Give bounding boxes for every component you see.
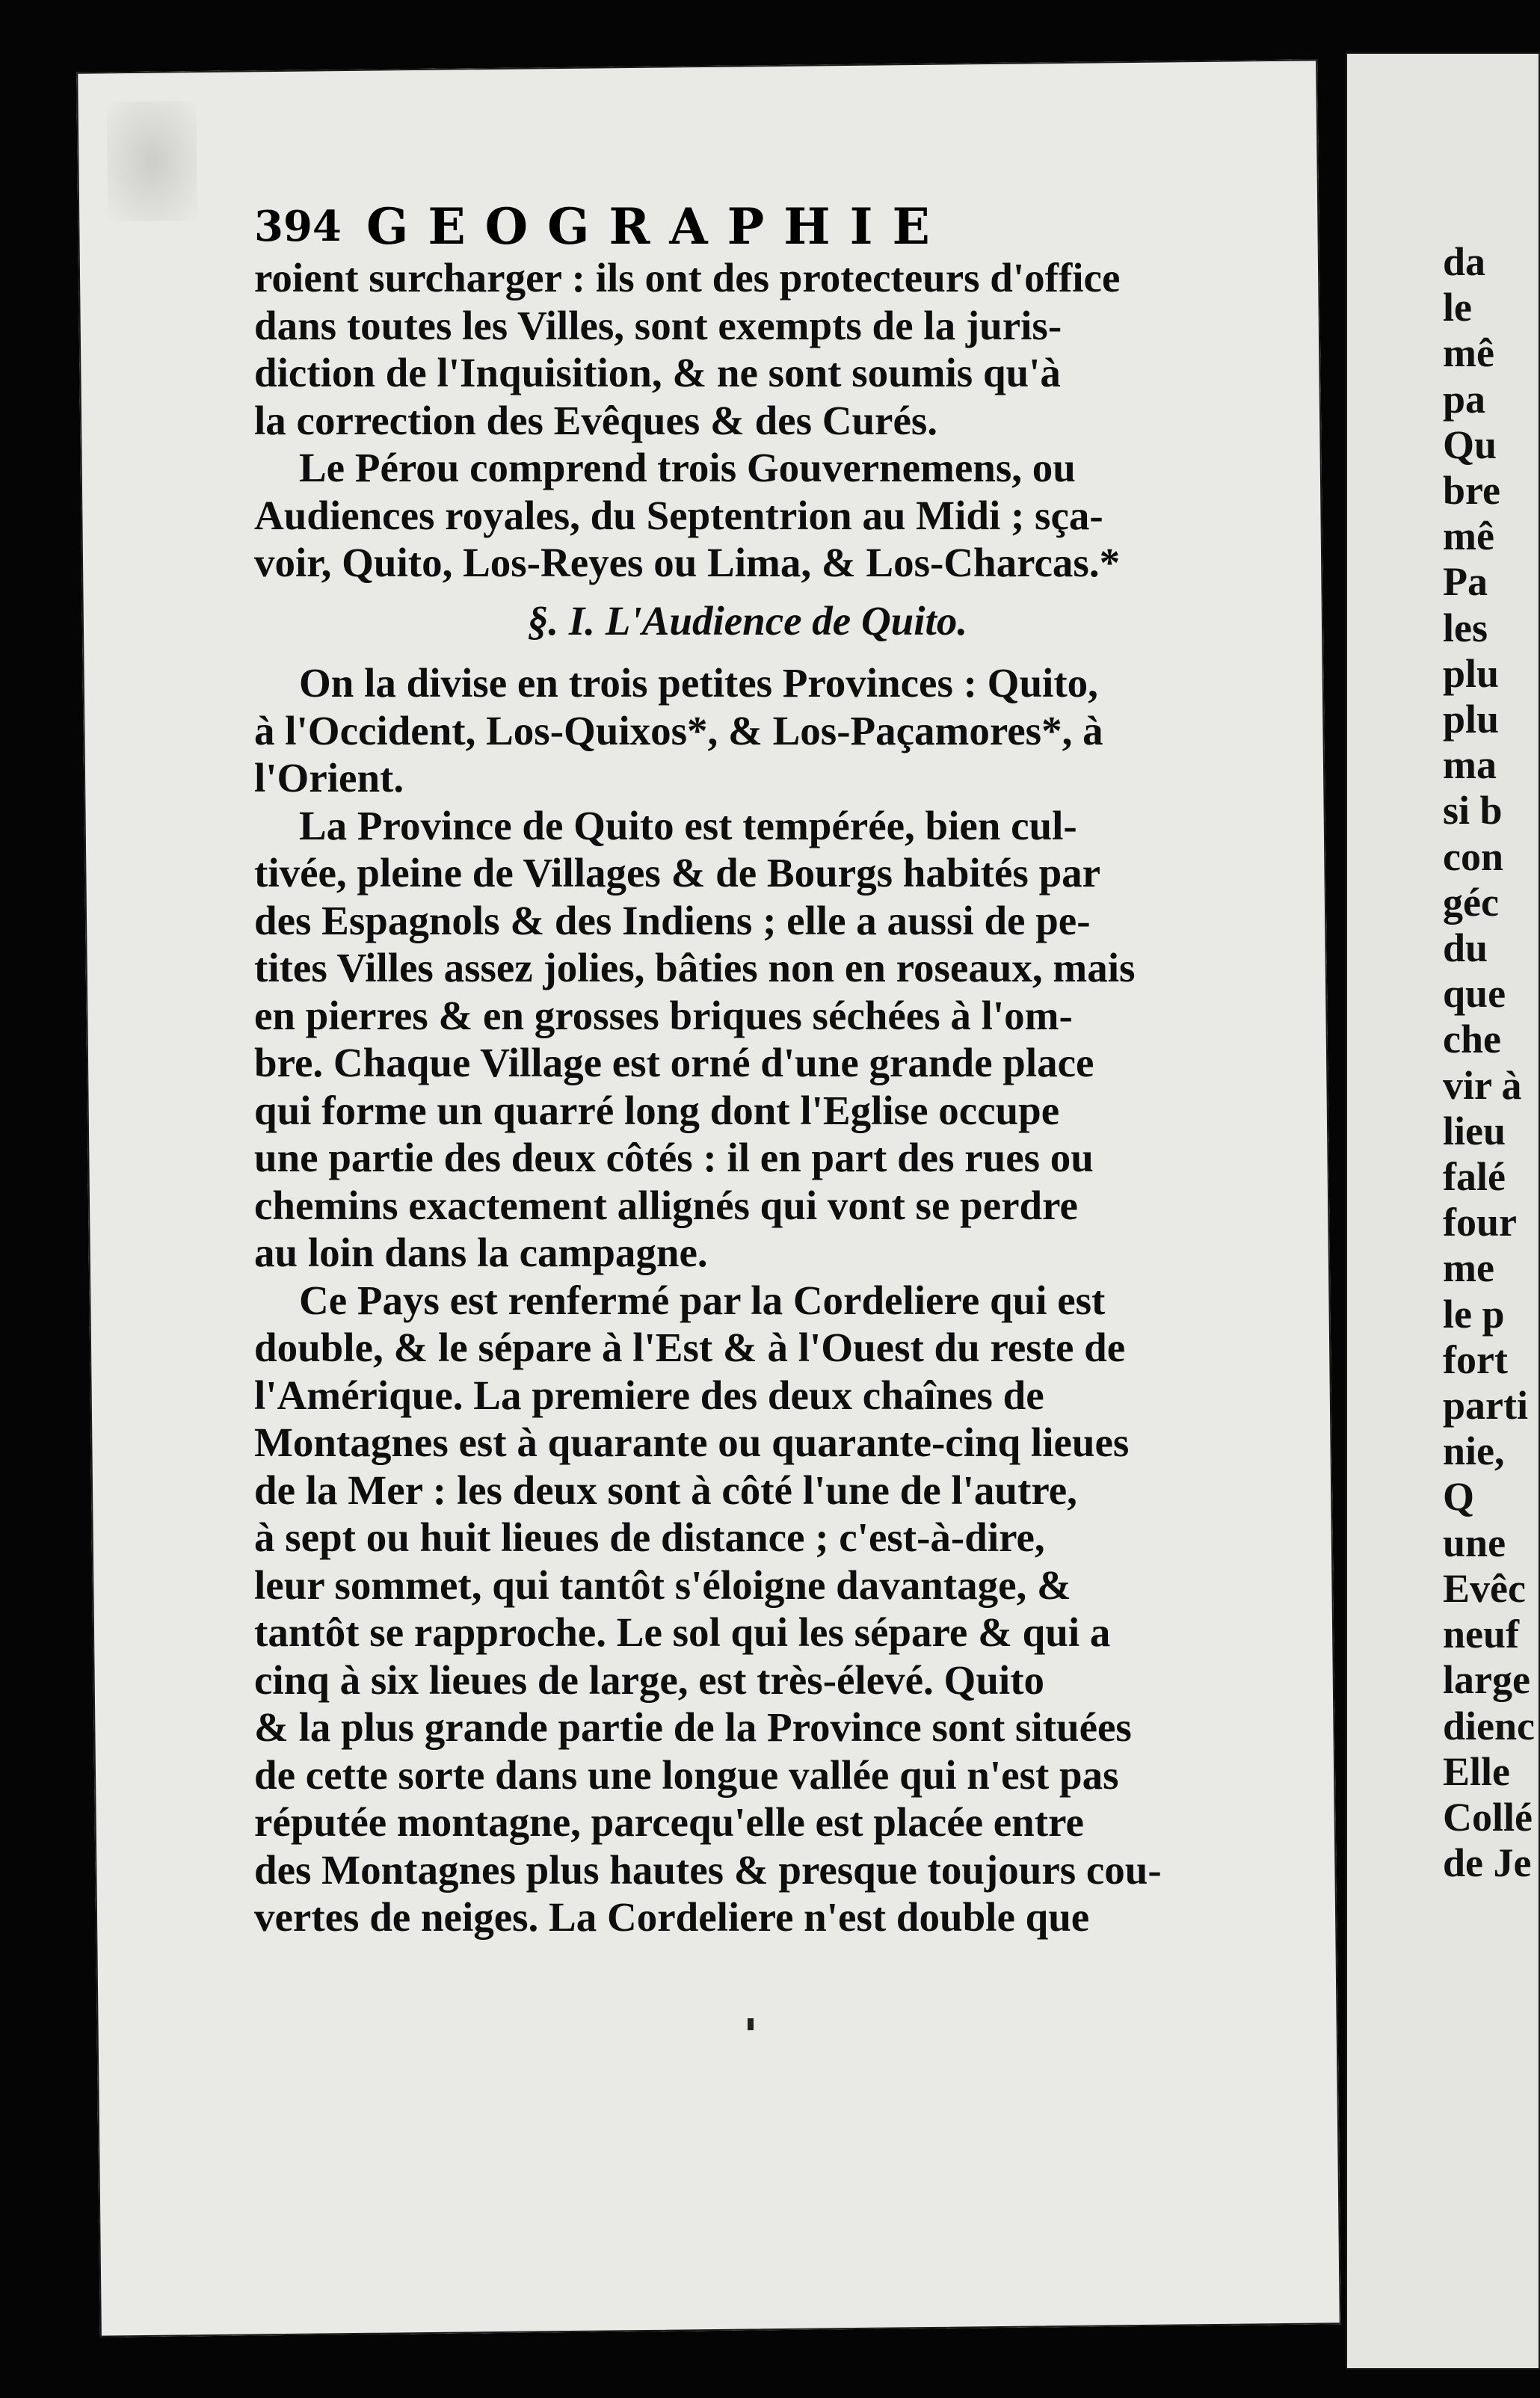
facing-page-fragment: le xyxy=(1443,285,1472,330)
facing-page-fragment: neuf xyxy=(1443,1612,1520,1657)
facing-page-fragment: bre xyxy=(1443,468,1500,514)
text-line: On la divise en trois petites Provinces : Quito, xyxy=(299,660,1098,706)
text-line: leur sommet, qui tantôt s'éloigne davantage, & xyxy=(254,1562,1071,1608)
text-line: voir, Quito, Los-Reyes ou Lima, & Los-Charcas.* xyxy=(254,540,1121,585)
text-line: tites Villes assez jolies, bâties non en roseaux, mais xyxy=(254,945,1136,990)
text-line: vertes de neiges. La Cordeliere n'est double que xyxy=(254,1894,1090,1940)
text-line: des Montagnes plus hautes & presque toujours cou- xyxy=(254,1846,1162,1893)
facing-page-fragment: du xyxy=(1443,925,1488,971)
text-line: une partie des deux côtés : il en part des rues ou xyxy=(254,1135,1094,1180)
page-body-text xyxy=(254,254,1241,1941)
facing-page-fragment: Qu xyxy=(1443,422,1497,467)
text-line: au loin dans la campagne. xyxy=(254,1230,708,1275)
facing-page-fragment: falé xyxy=(1443,1154,1506,1200)
text-line: des Espagnols & des Indiens ; elle a aussi de pe- xyxy=(254,897,1091,943)
facing-page-fragment: de Je xyxy=(1443,1840,1532,1886)
paper-stain xyxy=(107,101,198,221)
facing-page-fragment: le p xyxy=(1443,1291,1505,1337)
facing-page-fragment: parti xyxy=(1443,1383,1528,1428)
facing-page-fragment: con xyxy=(1443,833,1503,879)
text-line: Audiences royales, du Septentrion au Midi ; sça- xyxy=(254,492,1103,538)
facing-page-fragment: fort xyxy=(1443,1337,1508,1382)
facing-page-fragment: plu xyxy=(1443,650,1500,696)
facing-page-fragment: four xyxy=(1443,1200,1517,1245)
text-line: de la Mer : les deux sont à côté l'une de l'autre, xyxy=(254,1467,1077,1513)
facing-page-fragment: me xyxy=(1443,1245,1494,1291)
facing-page-fragment: si b xyxy=(1443,788,1503,833)
facing-page-fragment: vir à xyxy=(1443,1062,1522,1108)
text-line: & la plus grande partie de la Province sont situées xyxy=(254,1704,1132,1750)
facing-page-fragment: mê xyxy=(1443,330,1494,376)
facing-page-fragment: da xyxy=(1443,239,1486,284)
text-line: chemins exactement allignés qui vont se perdre xyxy=(254,1182,1078,1228)
text-line: Le Pérou comprend trois Gouvernemens, ou xyxy=(299,445,1076,490)
facing-page-fragment: Evêc xyxy=(1443,1565,1526,1611)
text-line: de cette sorte dans une longue vallée qui n'est pas xyxy=(254,1751,1119,1798)
facing-page-fragment: que xyxy=(1443,971,1506,1017)
text-line: cinq à six lieues de large, est très-élevé. Quito xyxy=(254,1656,1045,1703)
text-line: dans toutes les Villes, sont exempts de la juris- xyxy=(254,302,1062,348)
text-line: tantôt se rapproche. Le sol qui les sépare & qui a xyxy=(254,1609,1111,1655)
facing-page-fragment: plu xyxy=(1443,697,1500,742)
text-line: diction de l'Inquisition, & ne sont soumis qu'à xyxy=(254,350,1061,395)
page-header xyxy=(254,197,1271,256)
text-line: La Province de Quito est tempérée, bien cul- xyxy=(299,802,1077,848)
text-line: à sept ou huit lieues de distance ; c'est-à-dire, xyxy=(254,1514,1045,1560)
facing-page-fragment: Pa xyxy=(1443,559,1488,605)
text-line: Montagnes est à quarante ou quarante-cinq lieues xyxy=(254,1420,1130,1465)
text-line: bre. Chaque Village est orné d'une grande place xyxy=(254,1040,1094,1085)
text-line: roient surcharger : ils ont des protecteurs d'office xyxy=(254,255,1121,300)
facing-page-fragment: mê xyxy=(1443,514,1494,559)
text-line: tivée, pleine de Villages & de Bourgs habités par xyxy=(254,850,1101,896)
facing-page-fragment: une xyxy=(1443,1520,1506,1565)
text-line: l'Amérique. La premiere des deux chaînes de xyxy=(254,1372,1044,1418)
facing-page-fragment: lieu xyxy=(1443,1108,1506,1153)
facing-page-fragment: géc xyxy=(1443,879,1499,925)
ink-speck xyxy=(748,2018,754,2030)
paragraph-group-1 xyxy=(254,254,1241,587)
facing-page-fragment: che xyxy=(1443,1017,1501,1062)
facing-page-fragment: large xyxy=(1443,1657,1530,1703)
text-line: double, & le sépare à l'Est & à l'Ouest du reste de xyxy=(254,1325,1126,1370)
facing-page-text xyxy=(1443,239,1536,1886)
text-line: réputée montagne, parcequ'elle est placée entre xyxy=(254,1799,1084,1845)
facing-page-fragment: dienc xyxy=(1443,1703,1536,1748)
facing-page-fragment: nie, xyxy=(1443,1428,1505,1474)
facing-page-fragment: Collé xyxy=(1443,1794,1533,1840)
text-line: l'Orient. xyxy=(254,755,404,801)
paragraph-group-2 xyxy=(254,659,1241,1941)
facing-page-fragment: les xyxy=(1443,605,1488,650)
text-line: à l'Occident, Los-Quixos*, & Los-Paçamores*, à xyxy=(254,707,1103,753)
facing-page-fragment: Q xyxy=(1443,1474,1475,1520)
text-line: qui forme un quarré long dont l'Eglise occupe xyxy=(254,1087,1060,1133)
facing-page-fragment: ma xyxy=(1443,742,1497,788)
section-title: §. I. L'Audience de Quito. xyxy=(527,597,968,644)
page-number: 394 xyxy=(254,202,342,251)
text-line: Ce Pays est renfermé par la Cordeliere qui est xyxy=(299,1277,1106,1323)
facing-page-fragment: pa xyxy=(1443,376,1486,422)
text-line: en pierres & en grosses briques séchées à l'om- xyxy=(254,992,1073,1038)
facing-page-fragment: Elle xyxy=(1443,1748,1510,1794)
running-head: GEOGRAPHIE xyxy=(366,197,949,256)
text-line: la correction des Evêques & des Curés. xyxy=(254,397,938,443)
